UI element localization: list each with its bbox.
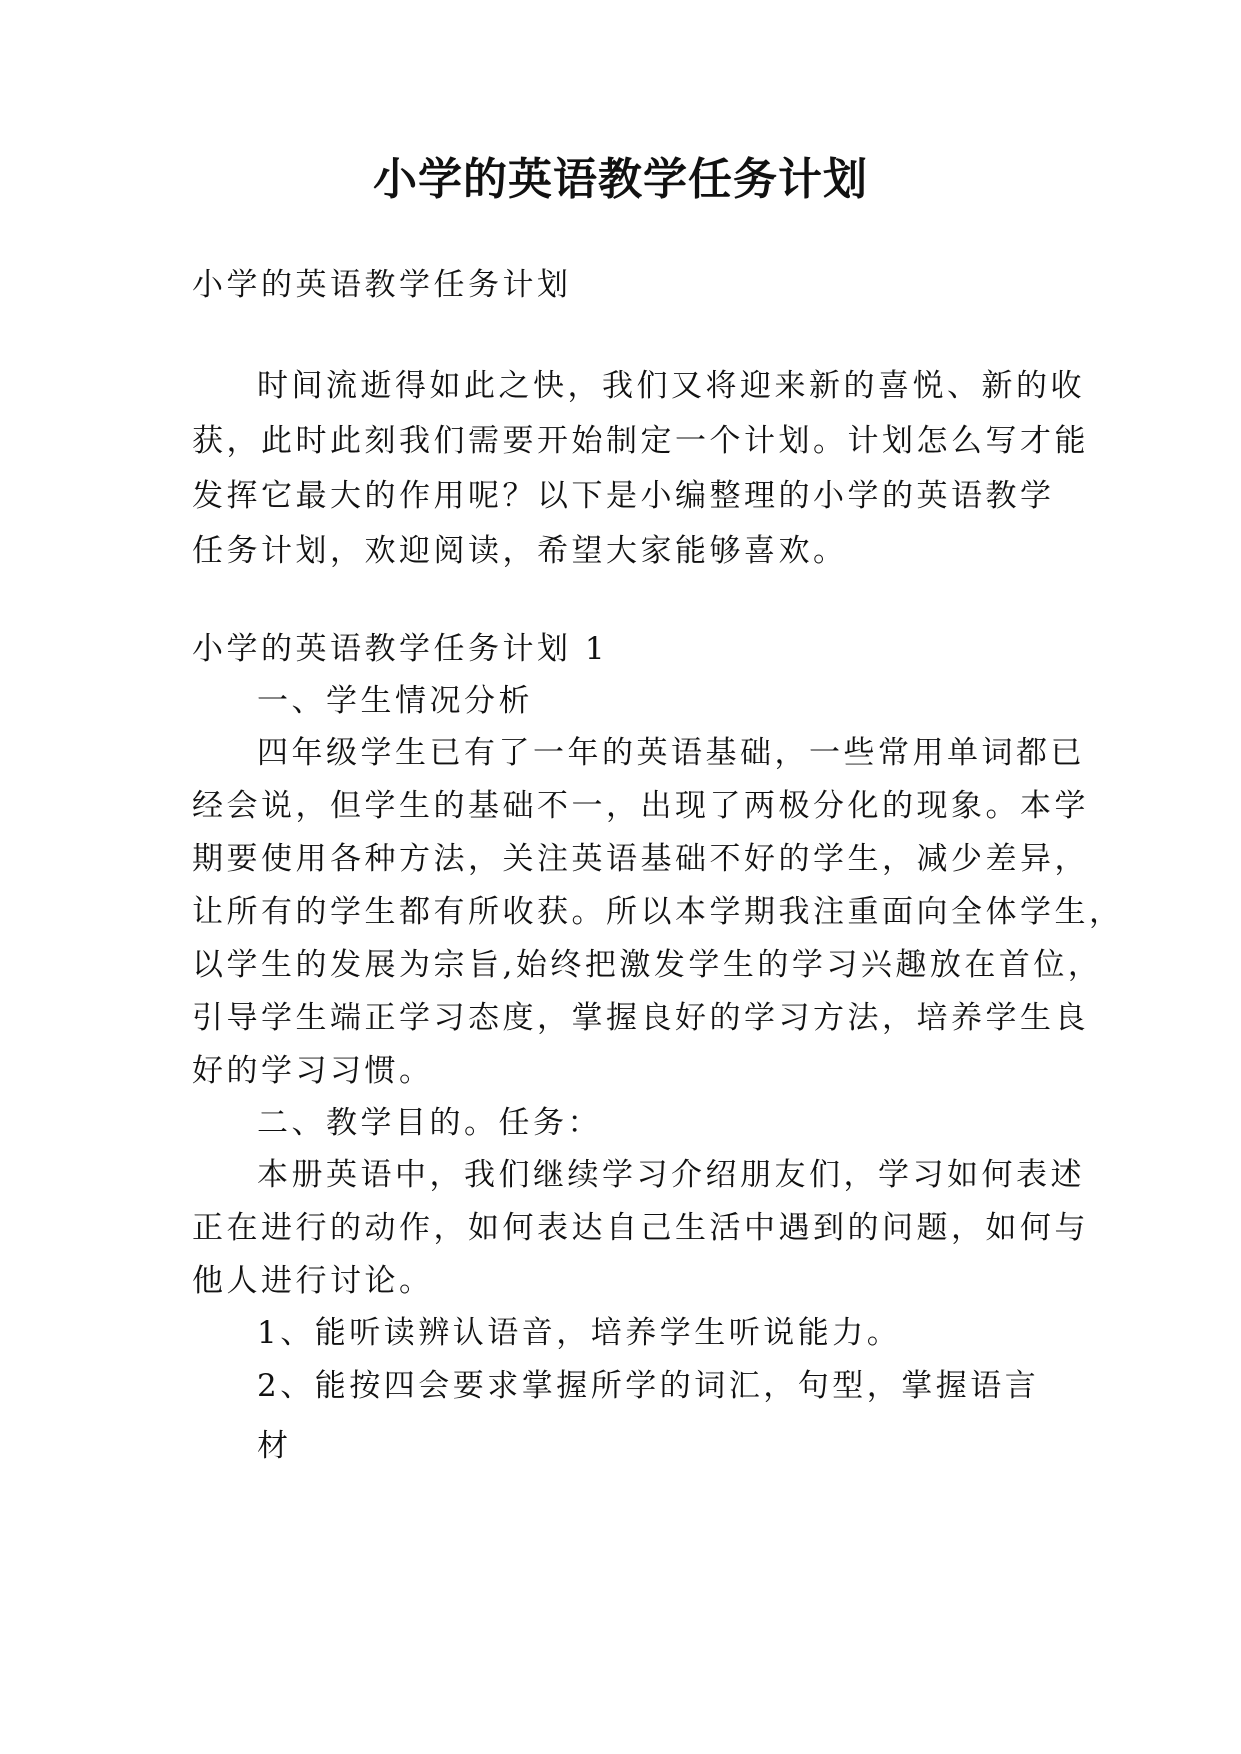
part1-line-3: 期要使用各种方法，关注英语基础不好的学生，减少差异， (192, 841, 1089, 877)
intro-line-4: 任务计划，欢迎阅读，希望大家能够喜欢。 (192, 533, 848, 569)
section-heading: 小学的英语教学任务计划 1 (192, 631, 609, 667)
part2-heading: 二、教学目的。任务： (257, 1105, 602, 1141)
part1-line-5: 以学生的发展为宗旨,始终把激发学生的学习兴趣放在首位， (192, 947, 1103, 983)
part2-line-1: 本册英语中，我们继续学习介绍朋友们，学习如何表述 (257, 1157, 1085, 1193)
part1-line-2: 经会说，但学生的基础不一，出现了两极分化的现象。本学 (192, 788, 1089, 824)
list-item-2: 2、能按四会要求掌握所学的词汇，句型，掌握语言材 (257, 1368, 1040, 1464)
part1-line-4: 让所有的学生都有所收获。所以本学期我注重面向全体学生， (192, 894, 1124, 930)
list-item-1: 1、能听读辨认语音，培养学生听说能力。 (257, 1315, 902, 1351)
intro-line-3: 发挥它最大的作用呢？以下是小编整理的小学的英语教学 (192, 478, 1055, 514)
part2-line-3: 他人进行讨论。 (192, 1263, 434, 1299)
part1-line-7: 好的学习习惯。 (192, 1053, 434, 1089)
part2-line-2: 正在进行的动作，如何表达自己生活中遇到的问题，如何与 (192, 1210, 1089, 1246)
part1-heading: 一、学生情况分析 (257, 683, 533, 719)
document-title: 小学的英语教学任务计划 (373, 154, 868, 205)
document-subtitle: 小学的英语教学任务计划 (192, 267, 572, 303)
part1-line-1: 四年级学生已有了一年的英语基础，一些常用单词都已 (257, 735, 1085, 771)
intro-line-2: 获，此时此刻我们需要开始制定一个计划。计划怎么写才能 (192, 423, 1089, 459)
intro-line-1: 时间流逝得如此之快，我们又将迎来新的喜悦、新的收 (257, 368, 1085, 404)
part1-line-6: 引导学生端正学习态度，掌握良好的学习方法，培养学生良 (192, 1000, 1089, 1036)
